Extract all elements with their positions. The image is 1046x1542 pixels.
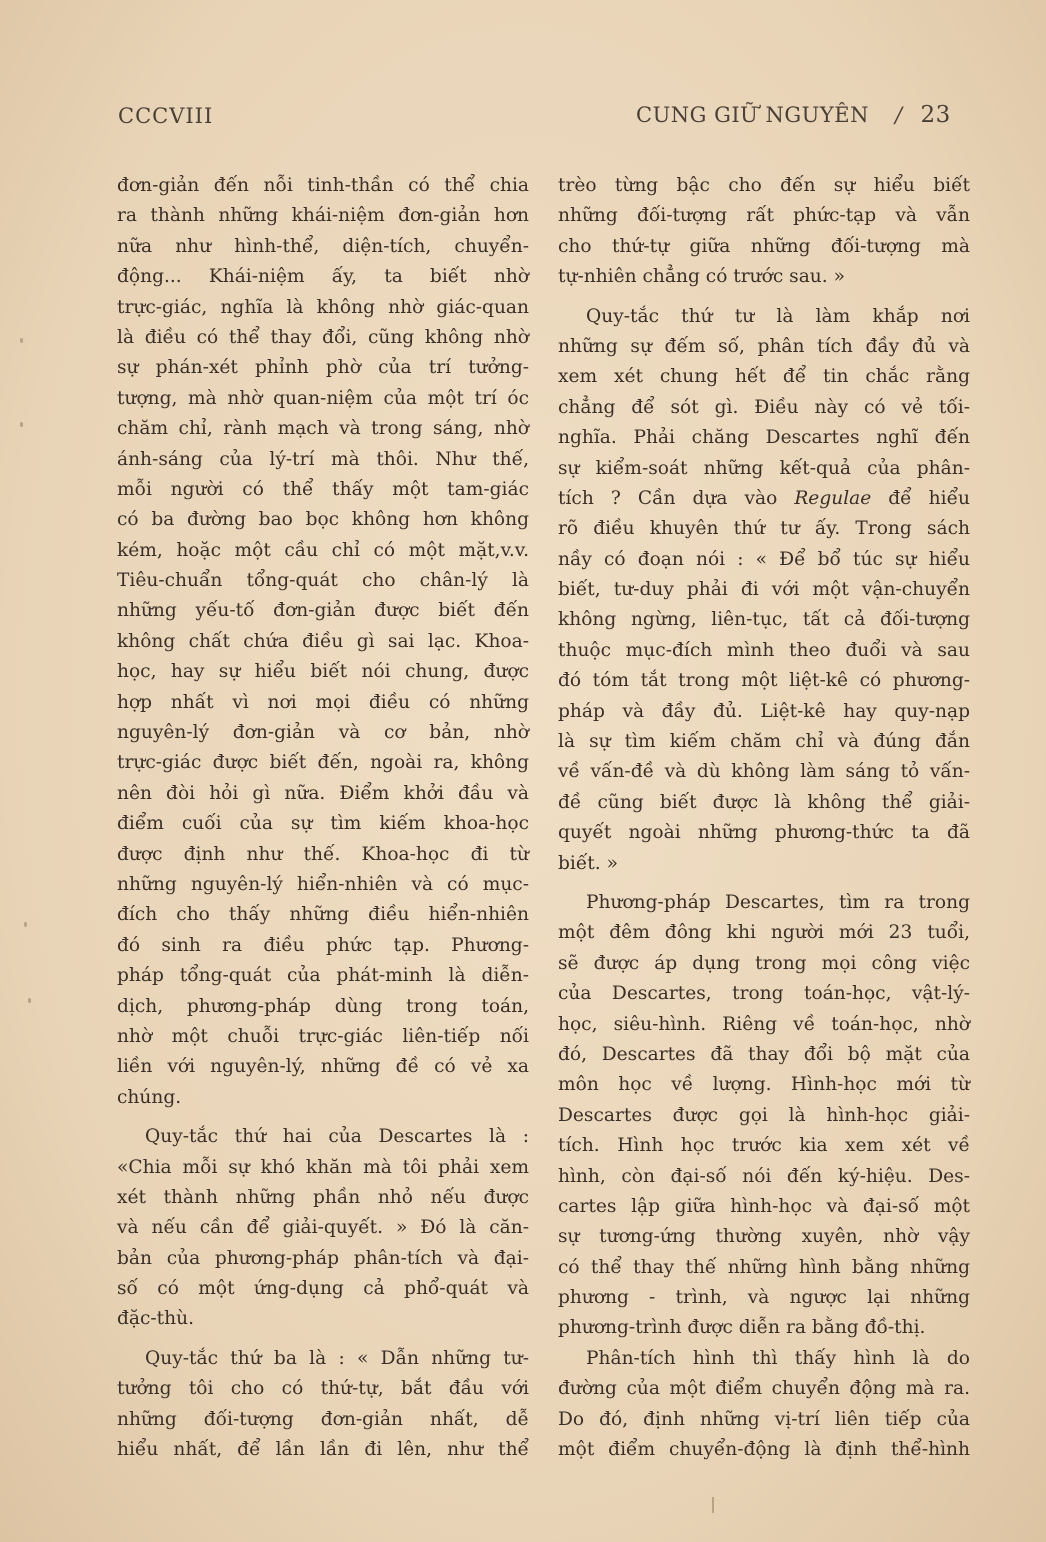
text-line: «Chia mỗi sự khó khăn mà tôi phải xem [117, 1156, 529, 1178]
text-line: bản của phương-pháp phân-tích và đại- [117, 1247, 529, 1269]
text-line: xem xét chung hết để tin chắc rằng [558, 366, 970, 388]
text-line: phương-trình được diễn ra bằng đồ-thị. [558, 1317, 926, 1339]
right-paragraph-3 [558, 888, 970, 1344]
text-line: một điểm chuyển-động là định thể-hình [558, 1439, 970, 1461]
text-line: nghĩa. Phải chăng Descartes nghĩ đến [558, 427, 970, 449]
text-line: sự kiểm-soát những kết-quả của phân- [558, 457, 970, 479]
text-line: Phương-pháp Descartes, tìm ra trong [586, 891, 970, 913]
text-line: của Descartes, trong toán-học, vật-lý- [558, 983, 970, 1005]
text-line: phương - trình, và ngược lại những [558, 1287, 970, 1309]
text-line: những yếu-tố đơn-giản được biết đến [117, 600, 529, 622]
regulae-title: Regulae [794, 487, 872, 509]
text-line: nên đòi hỏi gì nữa. Điểm khởi đầu và [117, 782, 529, 804]
text-line: được định như thế. Khoa-học đi từ [117, 843, 529, 865]
text-line: liền với nguyên-lý, những đề có vẻ xa [117, 1056, 529, 1078]
text-line: pháp tổng-quát của phát-minh là diễn- [117, 965, 529, 987]
text-line: hiểu nhất, để lần lần đi lên, như thể [117, 1439, 529, 1461]
text-line: đường của một điểm chuyển động mà ra. [558, 1378, 970, 1400]
text-line: sự phán-xét phỉnh phờ của trí tưởng- [117, 357, 529, 379]
text-line: số có một ứng-dụng cả phổ-quát và [117, 1278, 529, 1300]
text-line: trực-giác được biết đến, ngoài ra, không [117, 752, 529, 774]
text-line: học, hay sự hiểu biết nói chung, được [117, 661, 529, 683]
text-line: trực-giác, nghĩa là không nhờ giác-quan [117, 296, 529, 318]
paper-mark [712, 1497, 714, 1513]
text-line: kém, hoặc một cầu chỉ có một mặt,v.v. [117, 539, 529, 561]
text-line [558, 484, 970, 514]
text-fragment: tích ? Cần dựa vào [558, 487, 778, 509]
text-line: và nếu cần để giải-quyết. » Đó là căn- [117, 1217, 529, 1239]
text-line: không ngừng, liên-tục, tất cả đối-tượng [558, 609, 970, 631]
text-line: về vấn-đề và dù không làm sáng tỏ vấn- [558, 761, 970, 783]
text-line: có ba đường bao bọc không hơn không [117, 509, 529, 531]
text-line: chăm chỉ, rành mạch và trong sáng, nhờ [117, 418, 529, 440]
text-line: biết, tư-duy phải đi với một vận-chuyển [558, 579, 970, 601]
text-line: đó tóm tắt trong một liệt-kê có phương- [558, 670, 970, 692]
text-line: không chất chứa điều gì sai lạc. Khoa- [117, 630, 529, 652]
right-paragraph-2 [558, 302, 970, 879]
paper-speck [20, 338, 23, 343]
text-line: tự-nhiên chẳng có trước sau. » [558, 266, 845, 288]
text-line: là sự tìm kiếm chăm chỉ và đúng đắn [558, 731, 970, 753]
left-column [117, 171, 529, 1465]
text-line: Quy-tắc thứ tư là làm khắp nơi [586, 305, 970, 327]
text-line: ánh-sáng của lý-trí mà thôi. Như thế, [117, 448, 529, 470]
text-line: đặc-thù. [117, 1308, 195, 1330]
paper-speck [20, 422, 23, 427]
text-line: trèo từng bậc cho đến sự hiểu biết [558, 175, 970, 196]
text-line: một đêm đông khi người mới 23 tuổi, [558, 922, 970, 944]
left-paragraph-3 [117, 1344, 529, 1466]
text-line: chúng. [117, 1086, 182, 1108]
text-line: hợp nhất vì nơi mọi điều có những [117, 691, 529, 713]
text-line: nữa như hình-thể, diện-tích, chuyển- [117, 235, 529, 257]
text-line: những sự đếm số, phân tích đầy đủ và [558, 335, 970, 357]
text-line: học, siêu-hình. Riêng về toán-học, nhờ [558, 1013, 970, 1035]
text-line: thuộc mục-đích mình theo đuổi và sau [558, 639, 970, 661]
text-line: mỗi người có thể thấy một tam-giác [117, 478, 529, 500]
paper-speck [28, 998, 31, 1003]
text-line: hình, còn đại-số nói đến ký-hiệu. Des- [558, 1165, 970, 1187]
right-paragraph-1 [558, 171, 970, 293]
page-number: 23 [920, 102, 951, 128]
text-line: Tiêu-chuẩn tổng-quát cho chân-lý là [117, 570, 529, 592]
text-line: những đối-tượng rất phức-tạp và vẫn [558, 205, 970, 227]
text-line: Descartes được gọi là hình-học giải- [558, 1104, 970, 1126]
text-line: pháp và đầy đủ. Liệt-kê hay quy-nạp [558, 700, 970, 722]
text-line: là điều có thể thay đổi, cũng không nhờ [117, 326, 529, 348]
left-paragraph-2 [117, 1122, 529, 1335]
text-line: sẽ được áp dụng trong mọi công việc [558, 952, 970, 974]
text-line: chẳng để sót gì. Điều này có vẻ tối- [558, 396, 970, 418]
text-line: biết. » [558, 852, 618, 874]
left-paragraph-1 [117, 171, 529, 1113]
text-line: đó, Descartes đã thay đổi bộ mặt của [558, 1043, 970, 1065]
text-line: nhờ một chuỗi trực-giác liên-tiếp nối [117, 1025, 529, 1047]
text-line: cho thứ-tự giữa những đối-tượng mà [558, 235, 970, 257]
paper-speck [24, 922, 27, 927]
text-line: quyết ngoài những phương-thức ta đã [558, 822, 970, 844]
text-line: những đối-tượng đơn-giản nhất, dễ [117, 1408, 529, 1430]
text-line: rõ điều khuyên thứ tư ấy. Trong sách [558, 518, 970, 540]
right-paragraph-4 [558, 1344, 970, 1466]
text-line: môn học về lượng. Hình-học mới từ [558, 1074, 970, 1096]
text-line: động... Khái-niệm ấy, ta biết nhờ [117, 266, 529, 288]
text-fragment: để hiểu [888, 487, 970, 509]
right-column [558, 171, 970, 1465]
text-line: tượng, mà nhờ quan-niệm của một trí óc [117, 387, 529, 409]
text-line: ra thành những khái-niệm đơn-giản hơn [117, 205, 529, 227]
text-line: tưởng tôi cho có thứ-tự, bắt đầu với [117, 1378, 529, 1400]
running-header [636, 102, 951, 128]
header-separator: / [894, 103, 903, 127]
text-line: đích cho thấy những điều hiển-nhiên [117, 904, 529, 926]
text-line: tích. Hình học trước kia xem xét về [558, 1135, 970, 1157]
text-line: Do đó, định những vị-trí liên tiếp của [558, 1408, 970, 1430]
text-line: nầy có đoạn nói : « Để bổ túc sự hiểu [558, 548, 970, 570]
text-line: Quy-tắc thứ hai của Descartes là : [145, 1126, 529, 1148]
text-line: Phân-tích hình thì thấy hình là do [586, 1347, 970, 1369]
text-line: đơn-giản đến nỗi tinh-thần có thể chia [117, 175, 529, 196]
text-line: Quy-tắc thứ ba là : « Dẫn những tư- [145, 1347, 529, 1369]
text-line: cartes lập giữa hình-học và đại-số một [558, 1195, 970, 1217]
chapter-number: CCCVIII [118, 104, 214, 128]
text-line: có thể thay thế những hình bằng những [558, 1256, 970, 1278]
text-line: xét thành những phần nhỏ nếu được [117, 1186, 529, 1208]
text-line: sự tương-ứng thường xuyên, nhờ vậy [558, 1226, 970, 1248]
text-line: dịch, phương-pháp dùng trong toán, [117, 995, 529, 1017]
text-line: đề cũng biết được là không thể giải- [558, 791, 970, 813]
text-line: đó sinh ra điều phức tạp. Phương- [117, 934, 529, 956]
text-line: những nguyên-lý hiển-nhiên và có mục- [117, 873, 529, 895]
running-title: CUNG GIỮ NGUYÊN [636, 103, 869, 127]
text-line: điểm cuối của sự tìm kiếm khoa-học [117, 813, 529, 835]
text-line: nguyên-lý đơn-giản và cơ bản, nhờ [117, 722, 529, 744]
